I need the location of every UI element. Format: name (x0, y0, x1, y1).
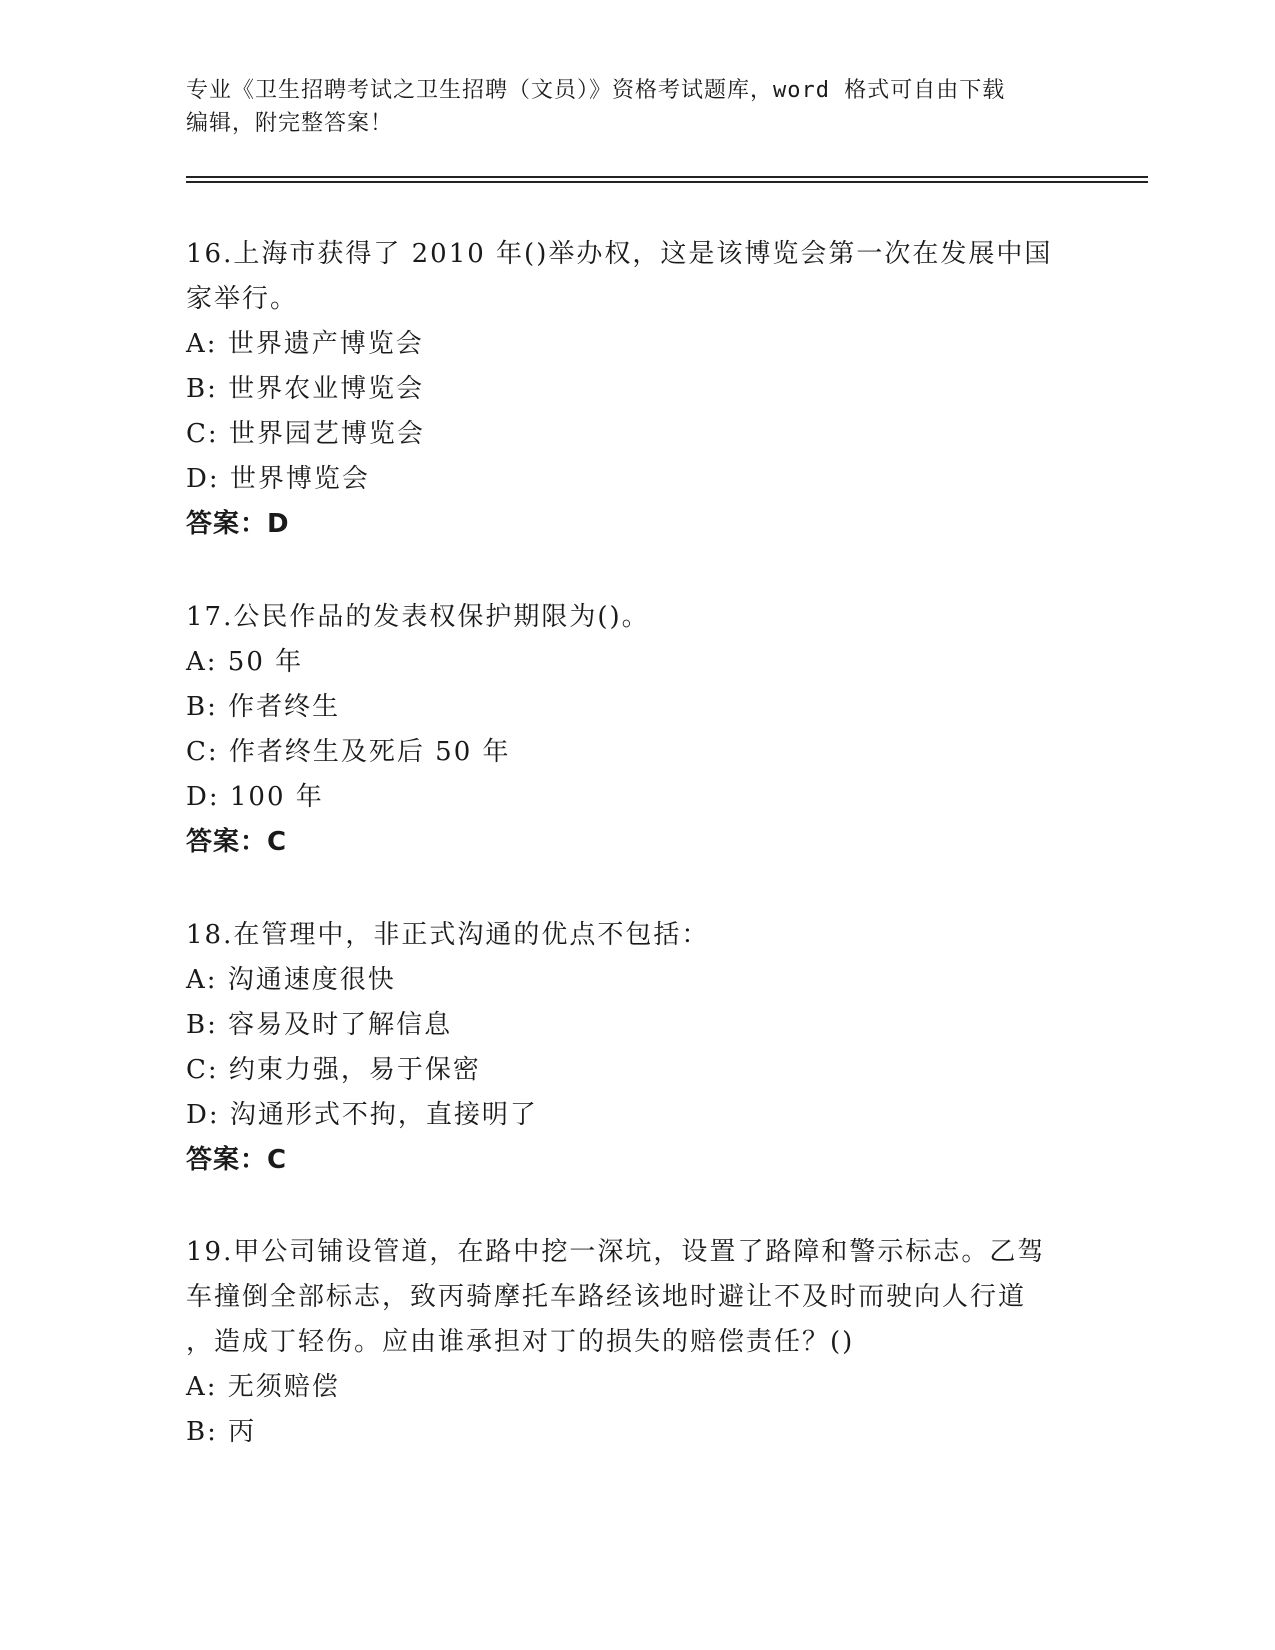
option-a: A: 沟通速度很快 (186, 965, 396, 995)
option-b: B: 世界农业博览会 (186, 374, 425, 404)
question-stem-line: 16.上海市获得了 2010 年()举办权，这是该博览会第一次在发展中国 (186, 239, 1053, 269)
answer-line: 答案：C (186, 1145, 288, 1175)
question-stem-line: 18.在管理中，非正式沟通的优点不包括： (186, 920, 710, 950)
question-16 (186, 232, 1066, 547)
question-stem-line: 家举行。 (186, 284, 299, 314)
document-header (186, 74, 1066, 140)
question-19 (186, 1230, 1066, 1455)
option-c: C: 作者终生及死后 50 年 (186, 737, 511, 767)
header-divider-bottom (186, 181, 1148, 183)
option-a: A: 无须赔偿 (186, 1372, 340, 1402)
question-18 (186, 913, 1066, 1183)
answer-line: 答案：C (186, 827, 288, 857)
question-stem-line: ，造成丁轻伤。应由谁承担对丁的损失的赔偿责任？() (186, 1327, 855, 1357)
question-stem-line: 19.甲公司铺设管道，在路中挖一深坑，设置了路障和警示标志。乙驾 (186, 1237, 1046, 1267)
question-17 (186, 595, 1066, 865)
option-c: C: 约束力强，易于保密 (186, 1055, 481, 1085)
option-b: B: 作者终生 (186, 692, 341, 722)
option-d: D: 世界博览会 (186, 464, 370, 494)
question-stem-line: 车撞倒全部标志，致丙骑摩托车路经该地时避让不及时而驶向人行道 (186, 1282, 1027, 1312)
option-a: A: 50 年 (186, 647, 304, 677)
option-b: B: 丙 (186, 1417, 257, 1447)
option-d: D: 沟通形式不拘，直接明了 (186, 1100, 538, 1130)
header-divider-top (186, 176, 1148, 178)
option-c: C: 世界园艺博览会 (186, 419, 425, 449)
question-stem-line: 17.公民作品的发表权保护期限为()。 (186, 602, 650, 632)
option-d: D: 100 年 (186, 782, 324, 812)
answer-line: 答案：D (186, 509, 290, 539)
header-line-1: 专业《卫生招聘考试之卫生招聘（文员）》资格考试题库，word 格式可自由下载 (186, 78, 1006, 103)
option-a: A: 世界遗产博览会 (186, 329, 424, 359)
option-b: B: 容易及时了解信息 (186, 1010, 453, 1040)
header-line-2: 编辑，附完整答案！ (186, 111, 394, 136)
